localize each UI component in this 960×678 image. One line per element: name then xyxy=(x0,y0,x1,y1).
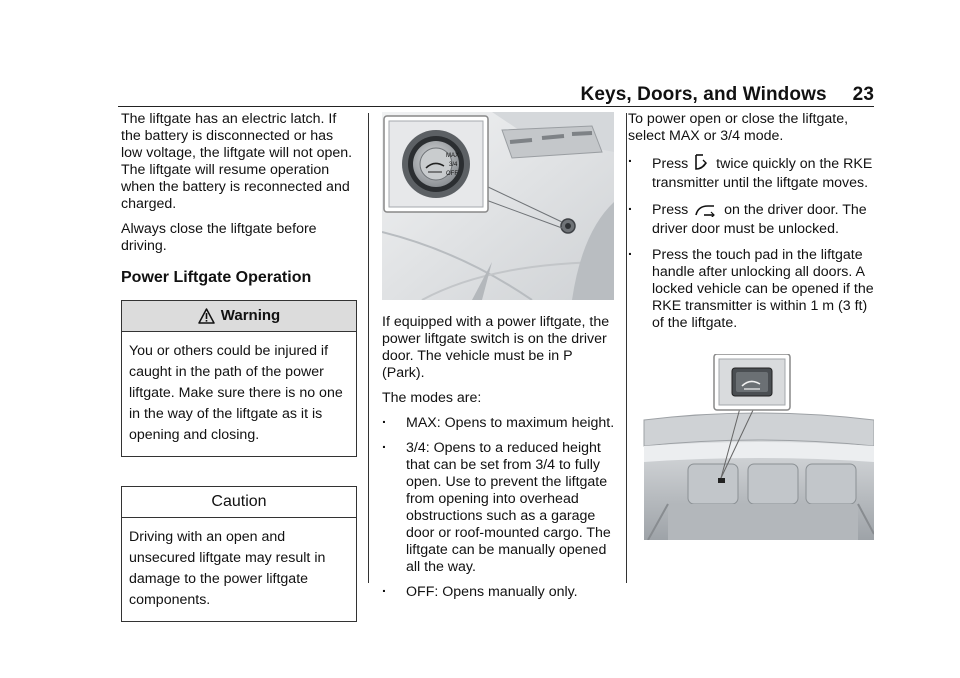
switch-label-three-quarter: 3/4 xyxy=(449,162,458,168)
switch-label-off: OFF xyxy=(446,171,458,177)
page-header xyxy=(581,84,874,106)
list-item: . MAX: Opens to maximum height. xyxy=(382,415,616,432)
caution-box xyxy=(121,486,357,622)
column-divider-2 xyxy=(626,113,627,583)
liftgate-handle-figure xyxy=(628,354,874,540)
door-panel-illustration xyxy=(382,112,614,300)
header-rule xyxy=(118,106,874,107)
modes-intro: The modes are: xyxy=(382,390,482,406)
bullet-press-label: Press xyxy=(652,156,689,172)
list-item xyxy=(628,201,874,239)
section-heading: Power Liftgate Operation xyxy=(121,269,312,286)
caution-title: Caution xyxy=(211,493,267,510)
close-paragraph: Always close the liftgate before driving. xyxy=(121,221,317,254)
list-item: . OFF: Opens manually only. xyxy=(382,584,616,601)
open-close-intro: To power open or close the liftgate, select MAX or 3/4 mode. xyxy=(628,111,849,144)
warning-header xyxy=(122,301,356,332)
list-item xyxy=(628,153,874,193)
section-title: Keys, Doors, and Windows xyxy=(580,84,827,105)
rke-liftgate-icon xyxy=(694,153,708,171)
bullet-rke-text: twice quickly on the RKE transmitter until the liftgate moves. xyxy=(652,156,873,191)
caution-header xyxy=(122,487,356,518)
list-item: . 3/4: Opens to a reduced height that can be set from 3/4 to fully open. Use to prevent the liftgate from opening into overhead obstructions such as a garage door or roof-mounted cargo. The liftgate can be manually opened all the way. xyxy=(382,440,616,576)
warning-text: You or others could be injured if caught in the path of the power liftgate. Make sure there is no one in the way of the liftgate as it is opening and closing. xyxy=(129,343,343,443)
page-number: 23 xyxy=(852,84,874,105)
door-liftgate-switch-icon xyxy=(694,203,716,217)
column-3 xyxy=(628,111,874,540)
latch-paragraph: The liftgate has an electric latch. If the battery is disconnected or has low voltage, the liftgate will not open. The liftgate will resume operation when the battery is reconnected and charged. xyxy=(121,111,353,212)
column-1 xyxy=(121,111,357,622)
modes-list xyxy=(382,415,616,601)
driver-door-switch-figure xyxy=(382,112,614,300)
caution-text: Driving with an open and unsecured liftgate may result in damage to the power liftgate components. xyxy=(129,529,326,608)
bullet-press-label: Press xyxy=(652,202,689,218)
cargo-area-illustration xyxy=(628,354,874,540)
warning-title: Warning xyxy=(220,307,281,324)
column-2 xyxy=(382,112,616,609)
warning-box xyxy=(121,300,357,457)
switch-label-max: MAX xyxy=(446,153,460,159)
list-item: . Press the touch pad in the liftgate handle after unlocking all doors. A locked vehicle can be opened if the RKE transmitter is within 1 m (3 ft) of the liftgate. xyxy=(628,247,874,332)
bullet-door-text: on the driver door. The driver door must be unlocked. xyxy=(652,202,867,237)
warning-triangle-icon xyxy=(198,308,215,324)
open-methods-list xyxy=(628,153,874,332)
switch-location-paragraph: If equipped with a power liftgate, the power liftgate switch is on the driver door. The vehicle must be in P (Park). xyxy=(382,314,610,381)
column-divider-1 xyxy=(368,113,369,583)
